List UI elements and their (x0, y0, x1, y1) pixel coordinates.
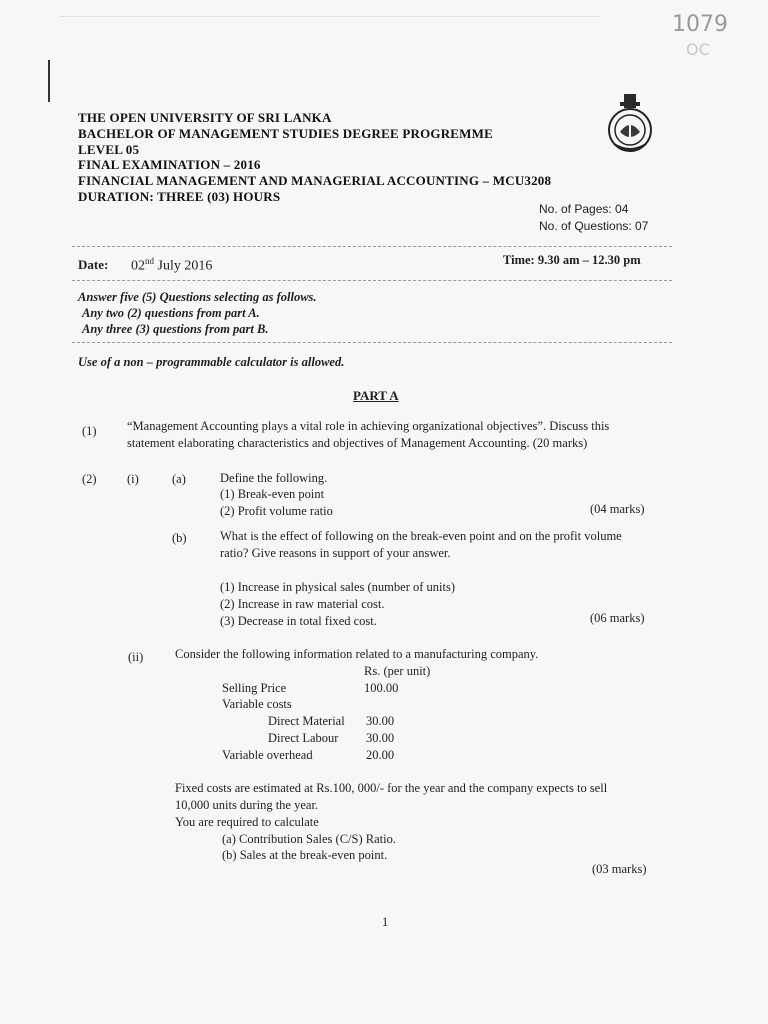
instruction-part-b: Any three (3) questions from part B. (82, 322, 269, 336)
q2-ii-line3: You are required to calculate (175, 815, 319, 829)
cost-direct-labour-value: 30.00 (366, 731, 395, 745)
q1-line1: “Management Accounting plays a vital role in achieving organizational objectives”. Discuss this (127, 419, 610, 433)
q2-b-marks: (06 marks) (590, 611, 645, 625)
q2-a-line2: (1) Break-even point (220, 487, 325, 501)
instruction-main: Answer five (5) Questions selecting as follows. (78, 290, 317, 304)
q2-b-item1: (1) Increase in physical sales (number of units) (220, 580, 455, 594)
q2-ii-marks: (03 marks) (592, 862, 647, 876)
cost-variable-overhead-label: Variable overhead (222, 748, 313, 762)
q2-ii-line2: 10,000 units during the year. (175, 798, 319, 812)
date-month-year: July 2016 (154, 258, 213, 274)
header-university: THE OPEN UNIVERSITY OF SRI LANKA (78, 110, 332, 125)
scan-top-line (60, 16, 600, 17)
q1-line2: statement elaborating characteristics and objectives of Management Accounting. (20 marks) (127, 436, 588, 450)
cost-variable-costs-label: Variable costs (222, 697, 292, 711)
cost-direct-material-label: Direct Material (268, 714, 345, 728)
q2-b-label: (b) (172, 531, 187, 545)
part-title: PART A (353, 388, 399, 403)
cost-direct-labour-label: Direct Labour (268, 731, 339, 745)
divider-instructions (72, 342, 672, 343)
header-level: LEVEL 05 (78, 142, 140, 157)
q2-a-label: (a) (172, 472, 186, 486)
handwritten-number: 1079 (672, 12, 728, 37)
q2-b-item3: (3) Decrease in total fixed cost. (220, 614, 377, 628)
calculator-note: Use of a non – programmable calculator is allowed. (78, 355, 345, 369)
q2-ii-item-b: (b) Sales at the break-even point. (222, 848, 388, 862)
cost-direct-material-value: 30.00 (366, 714, 395, 728)
q2-b-item2: (2) Increase in raw material cost. (220, 597, 385, 611)
cost-selling-price-value: 100.00 (364, 681, 399, 695)
q2-part-i: (i) (127, 472, 139, 486)
page-number: 1 (382, 915, 389, 929)
university-seal-logo (606, 92, 654, 156)
q2-ii-line1: Fixed costs are estimated at Rs.100, 000/- for the year and the company expects to sell (175, 781, 608, 795)
date-suffix: nd (145, 256, 154, 266)
q2-ii-item-a: (a) Contribution Sales (C/S) Ratio. (222, 832, 396, 846)
cost-table-unit-header: Rs. (per unit) (364, 664, 431, 678)
q1-number: (1) (82, 424, 97, 438)
divider-top (72, 246, 672, 247)
exam-time: Time: 9.30 am – 12.30 pm (503, 253, 641, 267)
instruction-part-a: Any two (2) questions from part A. (82, 306, 260, 320)
q2-b-line2: ratio? Give reasons in support of your answer. (220, 546, 451, 560)
page-count: No. of Pages: 04 (539, 202, 629, 216)
divider-date (72, 280, 672, 281)
q2-a-line3: (2) Profit volume ratio (220, 504, 333, 518)
header-exam: FINAL EXAMINATION – 2016 (78, 157, 261, 172)
date-day: 02 (131, 258, 145, 274)
q2-ii-intro: Consider the following information related to a manufacturing company. (175, 647, 539, 661)
cost-selling-price-label: Selling Price (222, 681, 287, 695)
scan-mark (48, 60, 50, 102)
q2-b-line1: What is the effect of following on the break-even point and on the profit volume (220, 529, 622, 543)
cost-variable-overhead-value: 20.00 (366, 748, 395, 762)
q2-part-ii: (ii) (128, 650, 144, 664)
handwritten-initials: OC (686, 40, 710, 59)
question-count: No. of Questions: 07 (539, 219, 649, 233)
q2-a-marks: (04 marks) (590, 502, 645, 516)
date-label: Date: (78, 257, 109, 272)
exam-date (131, 256, 212, 275)
header-degree: BACHELOR OF MANAGEMENT STUDIES DEGREE PROGREMME (78, 126, 493, 141)
q2-a-line1: Define the following. (220, 471, 328, 485)
q2-number: (2) (82, 472, 97, 486)
header-course: FINANCIAL MANAGEMENT AND MANAGERIAL ACCOUNTING – MCU3208 (78, 173, 552, 188)
header-duration: DURATION: THREE (03) HOURS (78, 189, 281, 204)
